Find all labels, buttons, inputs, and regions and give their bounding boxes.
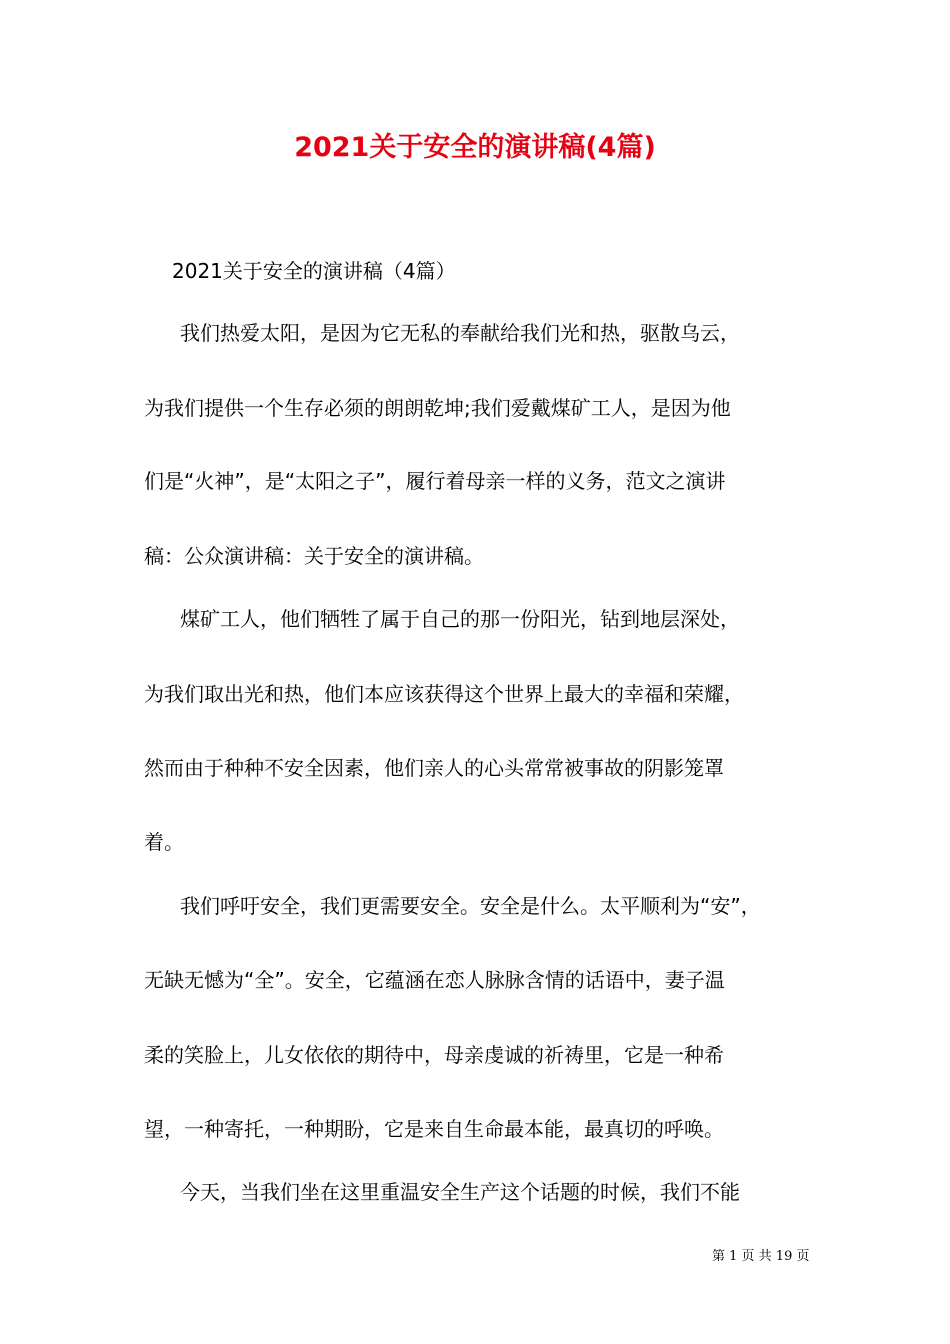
paragraph-line: 我们呼吁安全，我们更需要安全。安全是什么。太平顺利为“安”， [180,894,761,918]
document-subtitle: 2021关于安全的演讲稿（4篇） [172,259,456,283]
paragraph-line: 稿：公众演讲稿：关于安全的演讲稿。 [144,544,484,568]
paragraph-line: 们是“火神”，是“太阳之子”，履行着母亲一样的义务，范文之演讲 [144,469,726,493]
paragraph-line: 为我们取出光和热，他们本应该获得这个世界上最大的幸福和荣耀， [144,682,744,706]
document-title: 2021关于安全的演讲稿(4篇) [294,132,656,163]
paragraph-line: 着。 [144,830,184,854]
paragraph-line: 今天，当我们坐在这里重温安全生产这个话题的时候，我们不能 [180,1180,740,1204]
paragraph-line: 然而由于种种不安全因素，他们亲人的心头常常被事故的阴影笼罩 [144,756,724,780]
paragraph-line: 柔的笑脸上，儿女依依的期待中，母亲虔诚的祈祷里，它是一种希 [144,1043,724,1067]
paragraph-line: 我们热爱太阳，是因为它无私的奉献给我们光和热，驱散乌云， [180,321,740,345]
paragraph-line: 望，一种寄托，一种期盼，它是来自生命最本能，最真切的呼唤。 [144,1117,724,1141]
page-number: 第 1 页 共 19 页 [712,1249,810,1264]
paragraph-line: 无缺无憾为“全”。安全，它蕴涵在恋人脉脉含情的话语中，妻子温 [144,968,725,992]
paragraph-line: 煤矿工人，他们牺牲了属于自己的那一份阳光，钻到地层深处， [180,607,740,631]
paragraph-line: 为我们提供一个生存必须的朗朗乾坤;我们爱戴煤矿工人，是因为他 [144,396,731,420]
